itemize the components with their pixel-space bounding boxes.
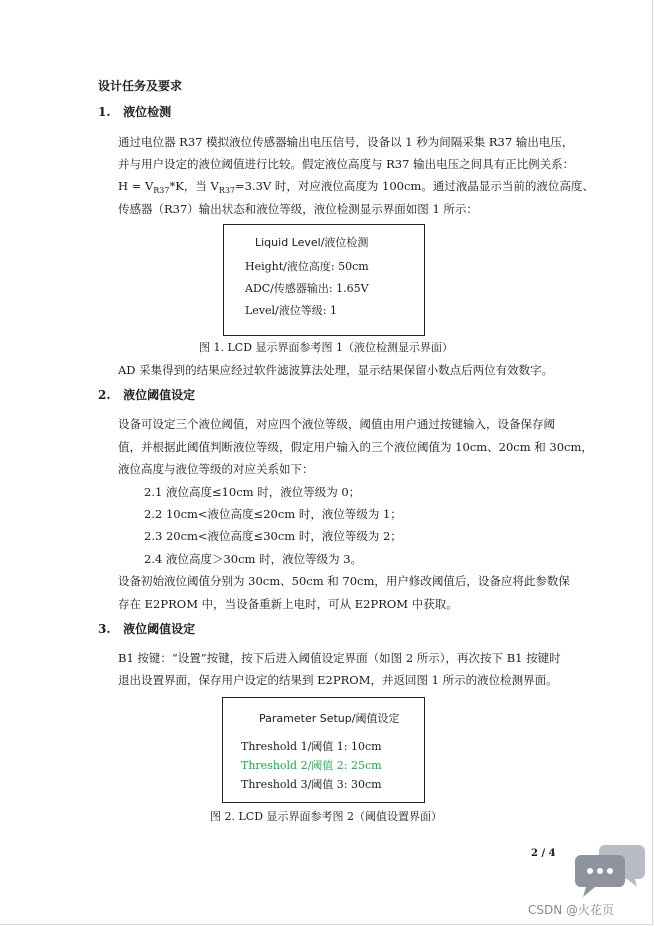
s3-title: 液位阈值设定 xyxy=(123,622,196,636)
lcd-parameter-setup xyxy=(222,697,425,803)
watermark: CSDN @火花页 xyxy=(528,903,615,917)
s2-heading xyxy=(98,387,195,403)
figure2-caption: 图 2. LCD 显示界面参考图 2（阈值设置界面） xyxy=(210,810,443,823)
s1-para-line3 xyxy=(118,178,594,196)
section-title: 设计任务及要求 xyxy=(98,79,183,93)
s3-para-line2: 退出设置界面，保存用户设定的结果到 E2PROM，并返回图 1 所示的液位检测界面。 xyxy=(118,673,558,687)
formula-subscript: R37 xyxy=(218,186,235,195)
lcd-liquid-level xyxy=(223,224,425,336)
lcd2-title: Parameter Setup/阈值设定 xyxy=(259,712,400,725)
s1-note: AD 采集得到的结果应经过软件滤波算法处理，显示结果保留小数点后两位有效数字。 xyxy=(118,363,554,377)
page-number: 2 / 4 xyxy=(531,848,556,859)
s2-number: 2. xyxy=(98,388,111,402)
lcd1-title: Liquid Level/液位检测 xyxy=(255,236,369,249)
list-item: 2.1 液位高度≤10cm 时，液位等级为 0； xyxy=(144,485,361,499)
formula-h: H = V xyxy=(118,179,154,193)
s1-title: 液位检测 xyxy=(123,105,172,119)
s2-title: 液位阈值设定 xyxy=(123,388,196,402)
lcd2-threshold2-row: Threshold 2/阈值 2: 25cm xyxy=(241,759,382,772)
s3-heading xyxy=(98,621,195,637)
s1-para-line1: 通过电位器 R37 模拟液位传感器输出电压信号，设备以 1 秒为间隔采集 R37 输出电压， xyxy=(118,135,574,149)
s1-heading xyxy=(98,104,171,120)
s2-para-line1: 设备可设定三个液位阈值，对应四个液位等级，阈值由用户通过按键输入，设备保存阈 xyxy=(118,417,555,431)
s3-para-line1: B1 按键：“设置”按键，按下后进入阈值设定界面（如图 2 所示），再次按下 B1 按键时 xyxy=(118,651,561,665)
lcd1-adc-row: ADC/传感器输出: 1.65V xyxy=(245,282,369,295)
s1-para-line4: 传感器（R37）输出状态和液位等级，液位检测显示界面如图 1 所示： xyxy=(118,202,478,216)
formula-k: *K，当 V xyxy=(169,179,219,193)
s1-number: 1. xyxy=(98,105,111,119)
s2-para-line3: 液位高度与液位等级的对应关系如下： xyxy=(118,462,314,476)
list-item: 2.4 液位高度＞30cm 时，液位等级为 3。 xyxy=(144,552,363,566)
s3-number: 3. xyxy=(98,622,111,636)
lcd2-threshold3-row: Threshold 3/阈值 3: 30cm xyxy=(241,778,382,791)
formula-subscript: R37 xyxy=(153,186,170,195)
lcd1-height-row: Height/液位高度: 50cm xyxy=(245,260,369,273)
s2-para-line2: 值，并根据此阈值判断液位等级，假定用户输入的三个液位阈值为 10cm、20cm 和 30cm， xyxy=(118,440,593,454)
s2-para-line4: 设备初始液位阈值分别为 30cm、50cm 和 70cm，用户修改阈值后，设备应将此参数保 xyxy=(118,574,570,588)
lcd2-threshold1-row: Threshold 1/阈值 1: 10cm xyxy=(241,740,382,753)
figure1-caption: 图 1. LCD 显示界面参考图 1（液位检测显示界面） xyxy=(199,341,454,354)
formula-rest: =3.3V 时，对应液位高度为 100cm。通过液晶显示当前的液位高度、 xyxy=(235,179,594,193)
s1-para-line2: 并与用户设定的液位阈值进行比较。假定液位高度与 R37 输出电压之间具有正比例关系： xyxy=(118,157,575,171)
lcd1-level-row: Level/液位等级: 1 xyxy=(245,304,337,317)
s2-para-line5: 存在 E2PROM 中，当设备重新上电时，可从 E2PROM 中获取。 xyxy=(118,597,458,611)
chat-bubbles-icon[interactable] xyxy=(575,841,647,899)
list-item: 2.3 20cm<液位高度≤30cm 时，液位等级为 2； xyxy=(144,529,402,543)
list-item: 2.2 10cm<液位高度≤20cm 时，液位等级为 1； xyxy=(144,507,402,521)
